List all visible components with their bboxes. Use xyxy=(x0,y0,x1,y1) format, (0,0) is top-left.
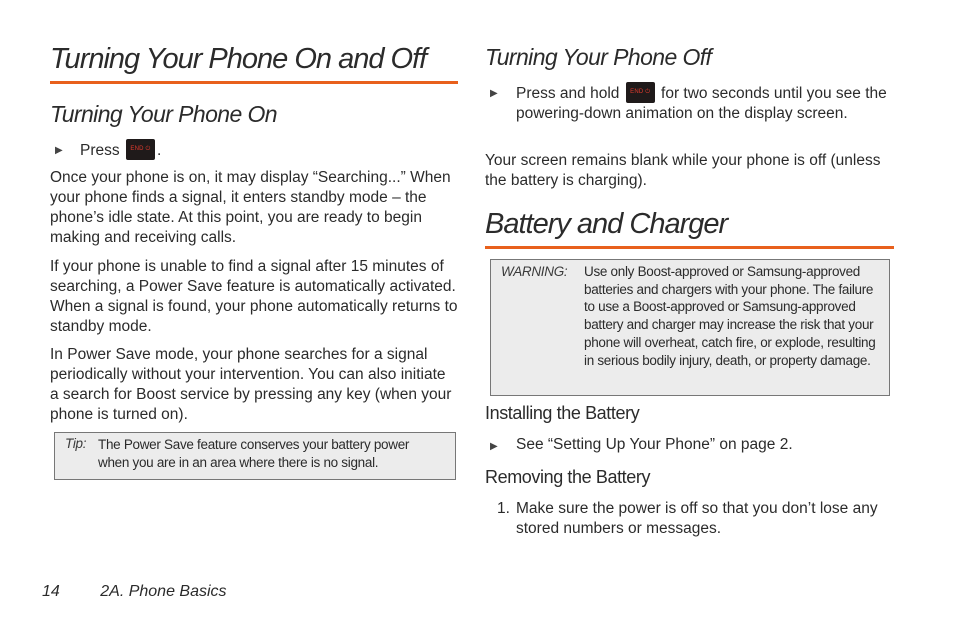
end-key-icon: END ⏻ xyxy=(626,82,655,103)
section-name: 2A. Phone Basics xyxy=(100,583,227,600)
installing-battery-title: Installing the Battery xyxy=(485,403,640,423)
press-bullet xyxy=(55,139,458,161)
warning-label: WARNING: xyxy=(501,264,568,279)
section-title-off: Turning Your Phone Off xyxy=(485,44,712,70)
paragraph-screen-blank: Your screen remains blank while your phone is off (unless the battery is charging). xyxy=(485,152,881,189)
page-number: 14 xyxy=(42,583,60,600)
paragraph-searching: Once your phone is on, it may display “Searching...” When your phone finds a signal, it enters standby mode – the phone’s idle state. At this point, you are ready to begin making and receiving calls. xyxy=(50,169,451,246)
battery-rule xyxy=(485,246,894,249)
tip-note xyxy=(54,432,456,480)
tip-label: Tip: xyxy=(65,436,87,451)
battery-title: Battery and Charger xyxy=(485,208,728,240)
paragraph-power-save: If your phone is unable to find a signal after 15 minutes of searching, a Power Save feature is automatically activated. When a signal is found, your phone automatically returns to standby mode. xyxy=(50,258,458,335)
warning-note xyxy=(490,259,890,396)
page-title: Turning Your Phone On and Off xyxy=(50,43,427,75)
press-hold-bullet xyxy=(490,82,895,124)
step-number: 1. xyxy=(497,500,510,517)
tip-text: The Power Save feature conserves your battery power when you are in an area where there is no signal. xyxy=(98,437,410,470)
paragraph-power-save-mode: In Power Save mode, your phone searches for a signal periodically without your intervention. You can also initiate a search for Boost service by pressing any key (when your phone is turned on). xyxy=(50,346,452,423)
remove-step-1 xyxy=(497,499,895,539)
bullet-arrow-icon: ▶ xyxy=(55,145,63,156)
press-suffix: . xyxy=(156,142,162,159)
warning-text: Use only Boost-approved or Samsung-approved batteries and chargers with your phone. The failure to use a Boost-approved or Samsung-approved battery and charger may increase the risk that your phone will overheat, catch fire, or explode, resulting in serious bodily injury, death, or property damage. xyxy=(584,264,876,368)
press-hold-label: Press and hold xyxy=(516,85,620,102)
install-bullet xyxy=(490,435,895,457)
bullet-arrow-icon: ▶ xyxy=(490,88,498,99)
end-key-icon: END ⏻ xyxy=(126,139,155,160)
footer xyxy=(42,582,342,602)
section-title-on: Turning Your Phone On xyxy=(50,101,277,127)
install-item: See “Setting Up Your Phone” on page 2. xyxy=(516,436,793,453)
press-label: Press xyxy=(80,142,120,159)
bullet-arrow-icon: ▶ xyxy=(490,441,498,452)
remove-item: Make sure the power is off so that you don’t lose any stored numbers or messages. xyxy=(516,500,878,537)
removing-battery-title: Removing the Battery xyxy=(485,467,651,487)
title-rule xyxy=(50,81,458,84)
press-hold-suffix: for two seconds until you see the powering-down animation on the display screen. xyxy=(516,85,887,122)
